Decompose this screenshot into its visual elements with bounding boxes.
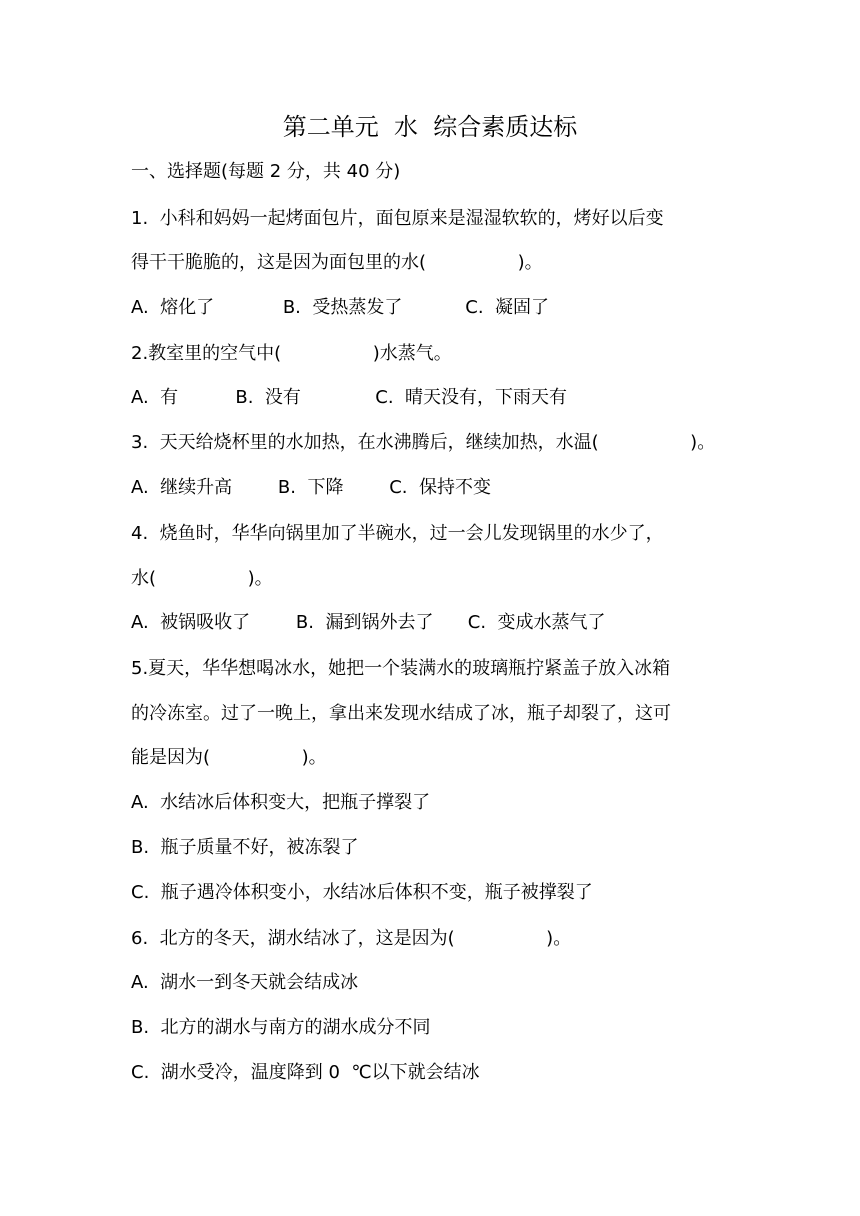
question-2-options: A. 有 B. 没有 C. 晴天没有，下雨天有 xyxy=(131,387,568,408)
question-4-stem-line-2: 水( )。 xyxy=(131,568,273,589)
page-title: 第二单元 水 综合素质达标 xyxy=(282,113,578,141)
question-5-stem-line-1: 5.夏天，华华想喝冰水，她把一个装满水的玻璃瓶拧紧盖子放入冰箱 xyxy=(131,658,671,679)
question-6-option-a: A. 湖水一到冬天就会结成冰 xyxy=(131,972,359,993)
question-1-stem-line-1: 1. 小科和妈妈一起烤面包片，面包原来是湿湿软软的，烤好以后变 xyxy=(131,208,664,229)
question-6-option-c: C. 湖水受冷，温度降到 0 ℃以下就会结冰 xyxy=(131,1062,480,1083)
question-6-option-b: B. 北方的湖水与南方的湖水成分不同 xyxy=(131,1017,431,1038)
question-3-stem: 3. 天天给烧杯里的水加热，在水沸腾后，继续加热，水温( )。 xyxy=(131,432,716,453)
question-2-stem: 2.教室里的空气中( )水蒸气。 xyxy=(131,343,452,364)
question-1-stem-line-2: 得干干脆脆的，这是因为面包里的水( )。 xyxy=(131,252,543,273)
question-3-options: A. 继续升高 B. 下降 C. 保持不变 xyxy=(131,477,491,498)
question-5-option-a: A. 水结冰后体积变大，把瓶子撑裂了 xyxy=(131,792,431,813)
question-1-options: A. 熔化了 B. 受热蒸发了 C. 凝固了 xyxy=(131,297,550,318)
question-5-stem-line-2: 的冷冻室。过了一晚上，拿出来发现水结成了冰，瓶子却裂了，这可 xyxy=(131,703,671,724)
question-5-option-b: B. 瓶子质量不好，被冻裂了 xyxy=(131,837,359,858)
question-6-stem: 6. 北方的冬天，湖水结冰了，这是因为( )。 xyxy=(131,928,572,949)
question-4-options: A. 被锅吸收了 B. 漏到锅外去了 C. 变成水蒸气了 xyxy=(131,612,606,633)
section-heading: 一、选择题(每题 2 分，共 40 分) xyxy=(131,161,401,182)
question-5-stem-line-3: 能是因为( )。 xyxy=(131,747,327,768)
question-5-option-c: C. 瓶子遇冷体积变小，水结冰后体积不变，瓶子被撑裂了 xyxy=(131,882,593,903)
question-4-stem-line-1: 4. 烧鱼时，华华向锅里加了半碗水，过一会儿发现锅里的水少了， xyxy=(131,523,664,544)
